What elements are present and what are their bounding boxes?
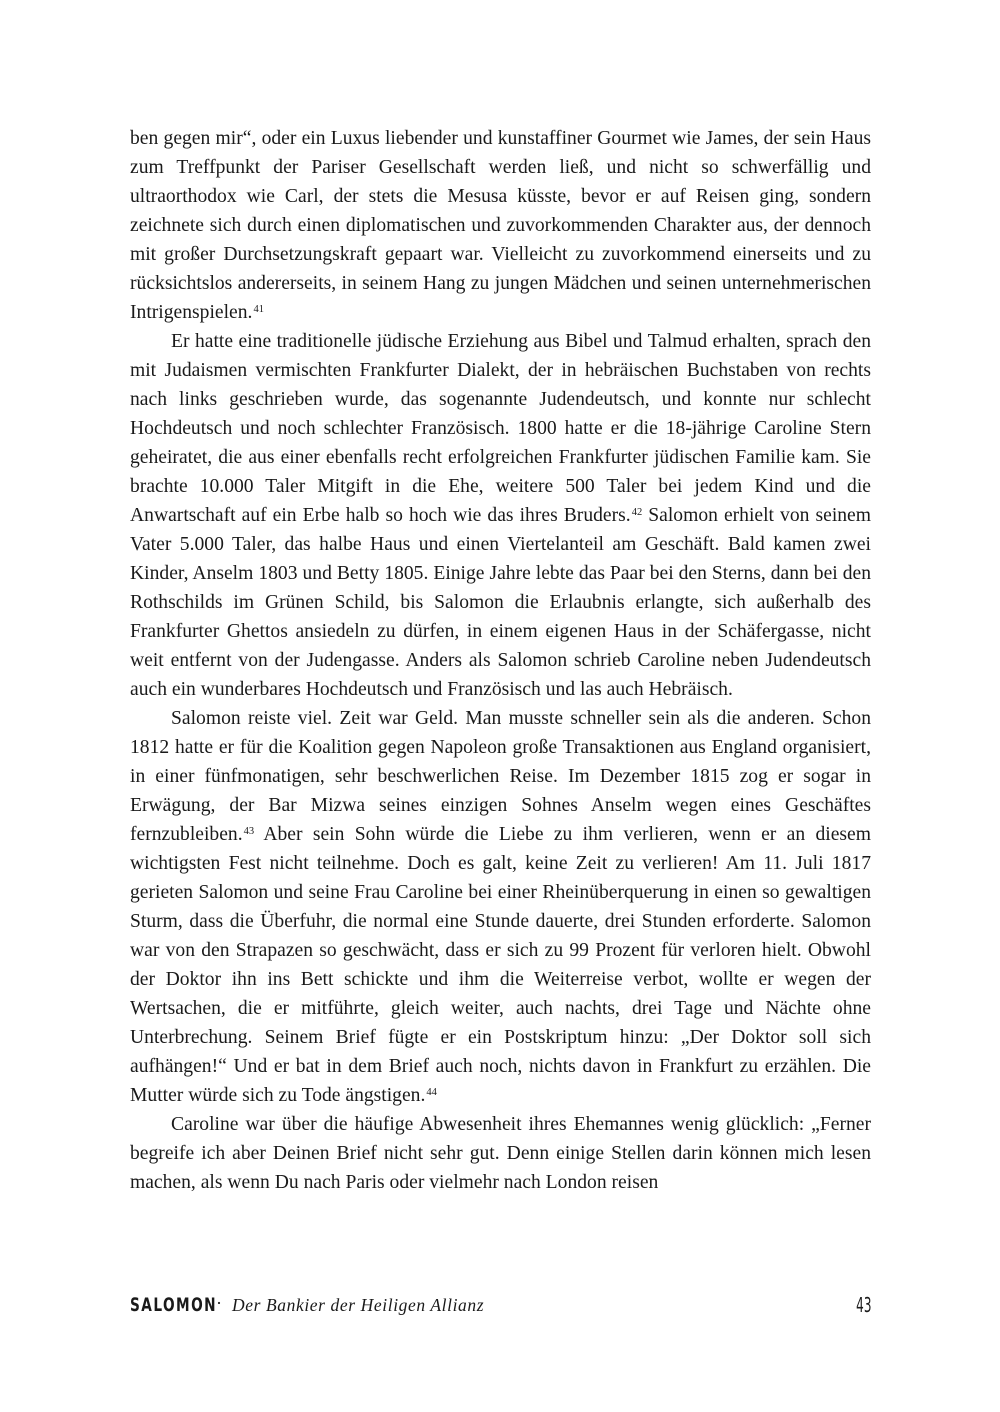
paragraph-2-text-b: Salomon erhielt von seinem Vater 5.000 Taler, das halbe Haus und einen Viertelanteil am Geschäft. Bald kamen zwei Kinder, Anselm 1803 und Betty 1805. Einige Jahre lebte das Paar bei den Sterns, dann bei den Rothschilds im Grünen Schild, bis Salomon die Erlaubnis erlangte, sich außerhalb des Frankfurter Ghettos ansiedeln zu dürfen, in einem eigenen Haus in der Schäfergasse, nicht weit entfernt von der Judengasse. Anders als Salomon schrieb Caroline neben Judendeutsch auch ein wunderbares Hochdeutsch und Französisch und las auch Hebräisch.	[130, 505, 871, 700]
footnote-marker-44: 44	[426, 1087, 437, 1098]
footnote-marker-41: 41	[253, 304, 264, 315]
footnote-marker-42: 42	[631, 507, 643, 518]
paragraph-4	[130, 1110, 871, 1197]
paragraph-2	[130, 327, 871, 704]
running-title: SALOMON	[130, 1294, 218, 1316]
body-text	[130, 124, 871, 1197]
page-number: 43	[855, 1293, 871, 1317]
paragraph-1	[130, 124, 871, 327]
footer-separator: ·	[216, 1293, 222, 1313]
paragraph-1-text: ben gegen mir“, oder ein Luxus liebender und kunstaffiner Gourmet wie James, der sein Haus zum Treffpunkt der Pariser Gesellschaft werden ließ, und nicht so schwerfällig und ultraorthodox wie Carl, der stets die Mesusa küsste, bevor er auf Reisen ging, sondern zeichnete sich durch einen diplomatischen und zuvorkommenden Charakter aus, der dennoch mit großer Durchsetzungskraft gepaart war. Vielleicht zu zuvorkommend einerseits und zu rücksichtslos andererseits, in seinem Hang zu jungen Mädchen und seinen unternehmerischen Intrigenspielen.	[130, 128, 871, 323]
page-footer	[130, 1292, 871, 1324]
paragraph-4-text: Caroline war über die häufige Abwesenheit ihres Ehemannes wenig glücklich: „Ferner begreife ich aber Deinen Brief nicht sehr gut. Denn einige Stellen darin können mich lesen machen, als wenn Du nach Paris oder vielmehr nach London reisen	[130, 1114, 871, 1193]
running-subtitle: Der Bankier der Heiligen Allianz	[232, 1295, 485, 1315]
footnote-marker-43: 43	[243, 826, 255, 837]
paragraph-3-text-b: Aber sein Sohn würde die Liebe zu ihm verlieren, wenn er an diesem wichtigsten Fest nicht teilnehme. Doch es galt, keine Zeit zu verlieren! Am 11. Juli 1817 gerieten Salomon und seine Frau Caroline bei einer Rheinüberquerung in einen so gewaltigen Sturm, dass die Überfuhr, die normal eine Stunde dauerte, drei Stunden erforderte. Salomon war von den Strapazen so geschwächt, dass er sich zu 99 Prozent für verloren hielt. Obwohl der Doktor ihn ins Bett schickte und ihm die Weiterreise verbot, wollte er wegen der Wertsachen, die er mitführte, gleich weiter, auch nachts, drei Tage und Nächte ohne Unterbrechung. Seinem Brief fügte er ein Postskriptum hinzu: „Der Doktor soll sich aufhängen!“ Und er bat in dem Brief auch noch, nichts davon in Frankfurt zu erzählen. Die Mutter würde sich zu Tode ängstigen.	[130, 824, 871, 1106]
paragraph-3-text-a: Salomon reiste viel. Zeit war Geld. Man musste schneller sein als die anderen. Schon 1812 hatte er für die Koalition gegen Napoleon große Transaktionen aus England organisiert, in einer fünfmonatigen, sehr beschwerlichen Reise. Im Dezember 1815 zog er sogar in Erwägung, der Bar Mizwa seines einzigen Sohnes Anselm wegen eines Geschäftes fernzubleiben.	[130, 708, 871, 845]
paragraph-2-text-a: Er hatte eine traditionelle jüdische Erziehung aus Bibel und Talmud erhalten, sprach den mit Judaismen vermischten Frankfurter Dialekt, der in hebräischen Buchstaben von rechts nach links geschrieben wurde, das sogenannte Judendeutsch, und konnte nur schlecht Hochdeutsch und noch schlechter Französisch. 1800 hatte er die 18-jährige Caroline Stern geheiratet, die aus einer ebenfalls recht erfolgreichen Frankfurter jüdischen Familie kam. Sie brachte 10.000 Taler Mitgift in die Ehe, weitere 500 Taler bei jedem Kind und die Anwartschaft auf ein Erbe halb so hoch wie das ihres Bruders.	[130, 331, 871, 526]
paragraph-3	[130, 704, 871, 1110]
